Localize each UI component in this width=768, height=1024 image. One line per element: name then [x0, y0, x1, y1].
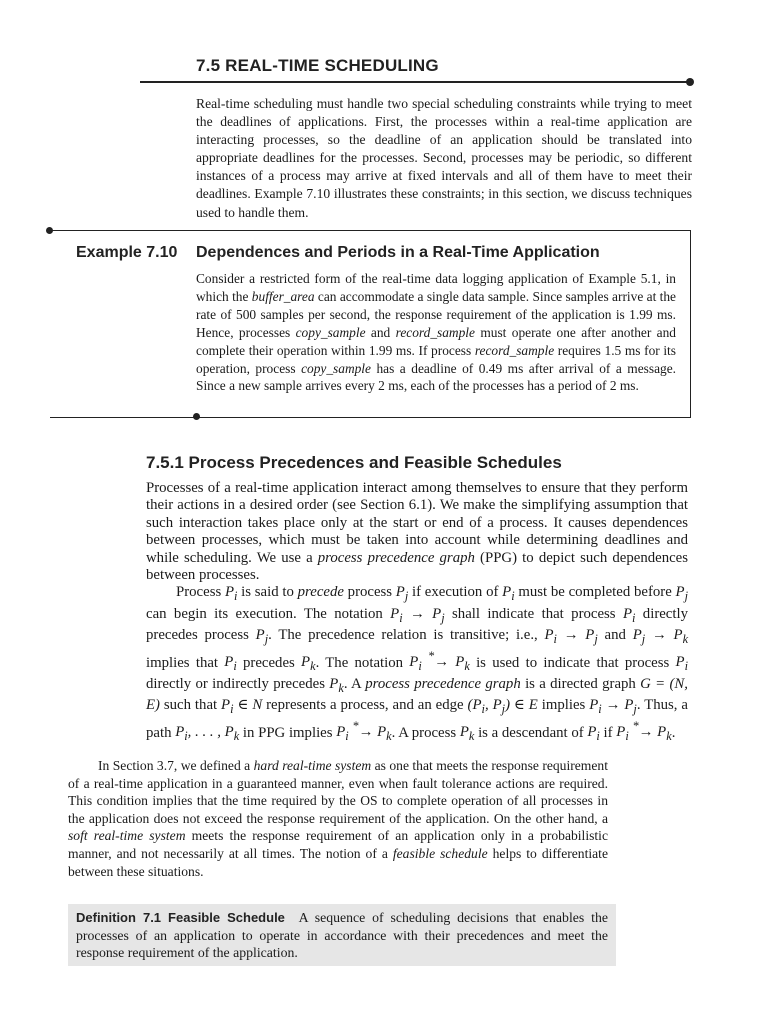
definition-label: Definition 7.1 Feasible Schedule	[76, 910, 285, 925]
example-body: Consider a restricted form of the real-time data logging application of Example 5.1, in which the buffer_area can accommodate a single data sample. Since samples arrive at the rate of 500 samples per second, the response requirement of the application is 1.99 ms. Hence, processes copy_sample and record_sample must operate one after another and complete their operation within 1.99 ms. If process record_sample requires 1.5 ms for its operation, process copy_sample has a deadline of 0.49 ms after arrival of a message. Since a new sample arrives every 2 ms, each of the processes has a period of 2 ms.	[196, 271, 677, 394]
subsection-title: Process Precedences and Feasible Schedules	[188, 453, 562, 472]
subsection-number: 7.5.1	[146, 453, 184, 472]
example-box-dot-bottom	[193, 413, 200, 420]
definition-text	[76, 909, 608, 962]
term-soft-real-time: soft real-time system	[68, 828, 186, 844]
subsection-body	[146, 480, 688, 746]
term-copy-sample: copy_sample	[295, 324, 366, 340]
term-record-sample: record_sample	[395, 324, 475, 340]
subsection-paragraph-2: Process $P_i$ is said to precede process $P_j$ if execution of $P_i$ must be completed before $P_j$ can begin its execution. The notation $P_i \to P_j$ shall indicate that process $P_i$ directly precedes process $P_j$. The precedence relation is transitive; i.e., $P_i \to P_j$ and $P_j \to P_k$ implies that $P_i$ precedes $P_k$. The notation $P_i$ $^*\to P_k$ is used to indicate that process $P_i$ directly or indirectly precedes $P_k$. A process precedence graph is a directed graph G = (N, E) such that $P_i$ ∈ N represents a process, and an edge ($P_i$, $P_j$) ∈ E implies $P_i \to P_j$. Thus, a path $P_i$, . . . , $P_k$ in PPG implies $P_i$ $^*\to P_k$. A process $P_k$ is a descendant of $P_i$ if $P_i$ $^*\to P_k$.	[146, 584, 689, 744]
example-title: Dependences and Periods in a Real-Time Application	[196, 244, 600, 261]
rule-end-dot	[686, 78, 694, 86]
term-hard-real-time: hard real-time system	[253, 758, 372, 773]
term-buffer-area: buffer_area	[251, 288, 315, 304]
subsection-heading	[146, 453, 562, 473]
intro-paragraph: Real-time scheduling must handle two special scheduling constraints while trying to meet the deadlines of applications. First, the processes within a real-time application are interacting processes, so the deadline of an application should be translated into appropriate deadlines for the processes. Second, processes may be periodic, so different instances of a process may arrive at fixed intervals and all of them have to meet their deadlines. Example 7.10 illustrates these constraints; in this section, we discuss techniques used to handle them.	[196, 96, 692, 220]
example-label: Example 7.10	[76, 244, 178, 261]
subsection-paragraph-1: Processes of a real-time application interact among themselves to ensure that they perform their actions in a desired order (see Section 6.1). We make the simplifying assumption that such interaction takes place only at the start or end of a process. It causes dependences between processes, which must be taken into account while determining deadlines and while scheduling. We use a process precedence graph (PPG) to depict such dependences between processes.	[146, 480, 688, 584]
term-feasible-schedule: feasible schedule	[392, 845, 488, 861]
section-heading	[196, 56, 439, 76]
section-number: 7.5	[196, 56, 221, 75]
section-rule	[140, 81, 688, 83]
section-title: REAL-TIME SCHEDULING	[225, 56, 439, 75]
lower-paragraph: In Section 3.7, we defined a hard real-time system as one that meets the response requirement of a real-time application in a guaranteed manner, even when fault tolerance actions are required. This condition implies that the time required by the OS to complete operation of all processes in the application does not exceed the response requirement of the application. On the other hand, a soft real-time system meets the response requirement of an application only in a probabilistic manner, and not necessarily at all times. The notion of a feasible schedule helps to differentiate between these situations.	[68, 758, 608, 879]
definition-body: A sequence of scheduling decisions that enables the processes of an application to operate in accordance with their precedences and meet the response requirement of the application.	[76, 910, 609, 961]
